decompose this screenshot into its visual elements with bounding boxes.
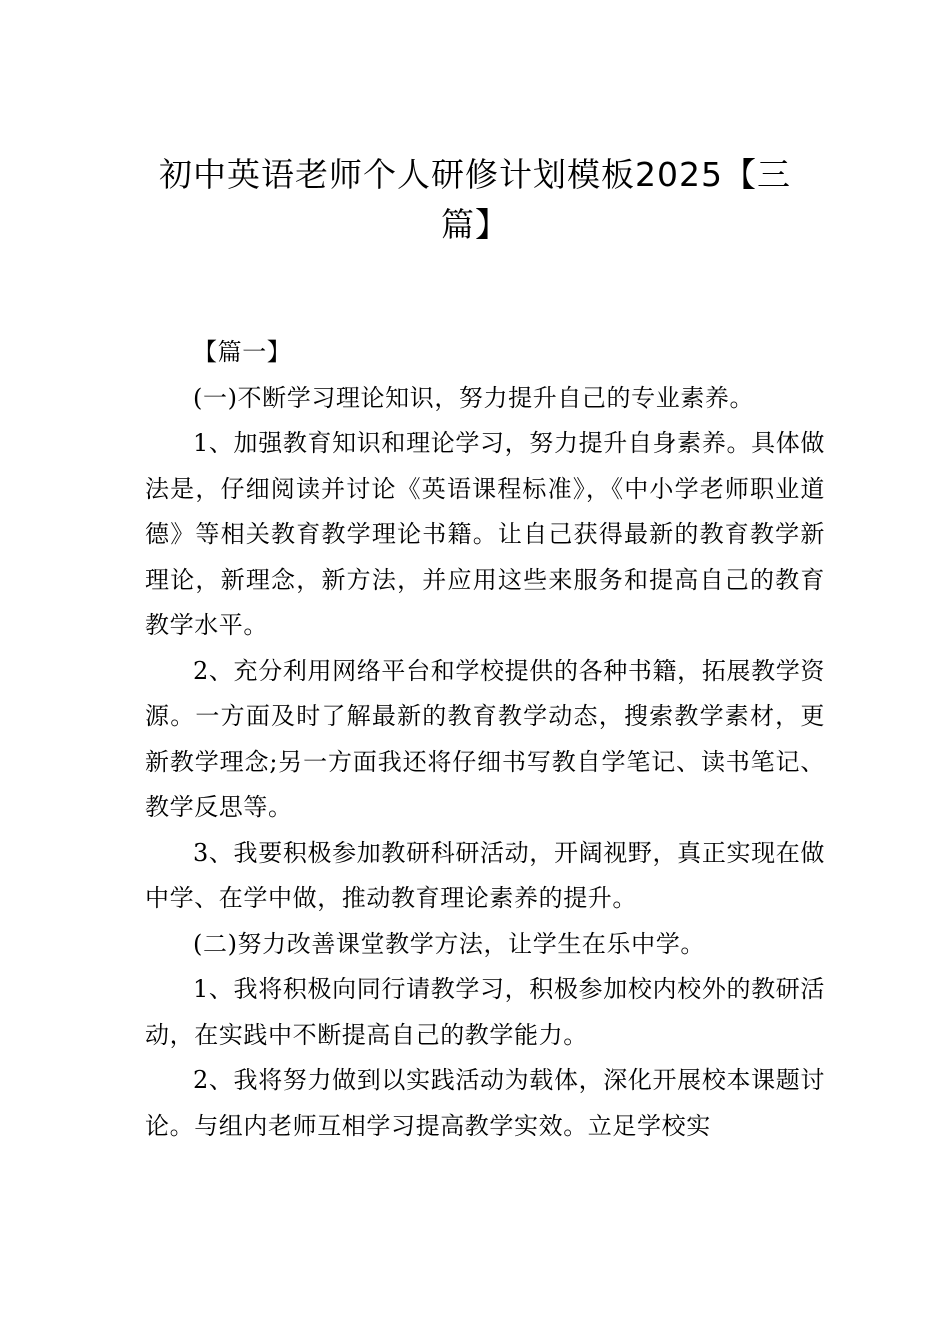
paragraph: 2、我将努力做到以实践活动为载体，深化开展校本课题讨论。与组内老师互相学习提高教学实效。立足学校实 — [145, 1066, 825, 1140]
paragraph: (一)不断学习理论知识，努力提升自己的专业素养。 — [193, 383, 755, 412]
paragraph: (二)努力改善课堂教学方法，让学生在乐中学。 — [193, 929, 705, 958]
paragraph: 1、我将积极向同行请教学习，积极参加校内校外的教研活动，在实践中不断提高自己的教学能力。 — [145, 975, 825, 1049]
section-heading: 【篇一】 — [193, 338, 292, 366]
document-body — [145, 330, 825, 1149]
paragraph: 3、我要积极参加教研科研活动，开阔视野，真正实现在做中学、在学中做，推动教育理论素养的提升。 — [145, 838, 825, 912]
paragraph: 1、加强教育知识和理论学习，努力提升自身素养。具体做法是，仔细阅读并讨论《英语课程标准》，《中小学老师职业道德》等相关教育教学理论书籍。让自己获得最新的教育教学新理论，新理念，新方法，并应用这些来服务和提高自己的教育教学水平。 — [145, 429, 825, 639]
document-title: 初中英语老师个人研修计划模板2025【三篇】 — [159, 155, 791, 244]
paragraph: 2、充分利用网络平台和学校提供的各种书籍，拓展教学资源。一方面及时了解最新的教育教学动态，搜索教学素材，更新教学理念;另一方面我还将仔细书写教自学笔记、读书笔记、教学反思等。 — [145, 656, 825, 821]
